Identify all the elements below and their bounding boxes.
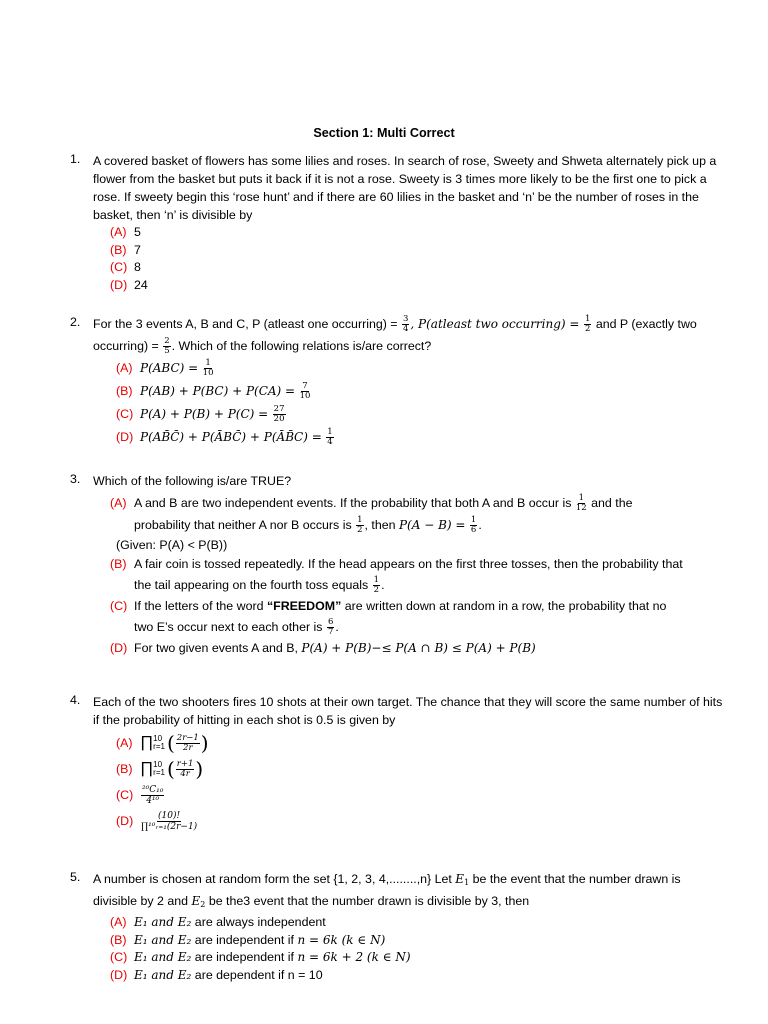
- fraction: $\frac{3}{4}$: [403, 314, 409, 335]
- text: occurring) =: [93, 339, 159, 353]
- question-text: [93, 870, 730, 914]
- text: .: [381, 578, 385, 592]
- event-symbol: $E_1$: [455, 872, 470, 887]
- question-number: 5.: [70, 870, 81, 884]
- question-5: [70, 870, 730, 984]
- option-d: [110, 638, 730, 659]
- option-label: (D): [110, 277, 128, 292]
- option-c: [116, 403, 730, 426]
- option-text: are independent if: [194, 950, 295, 964]
- option-label: (A): [116, 736, 133, 750]
- option-c: [110, 596, 730, 638]
- text: be the3 event that the number drawn is divisible by 3, then: [208, 894, 530, 908]
- option-b: [110, 932, 730, 950]
- fraction: $\frac{27}{20}$: [273, 404, 285, 425]
- text: For two given events A and B,: [134, 641, 298, 655]
- option-condition: n = 6k (k ∈ N): [297, 932, 386, 947]
- text: , then: [364, 518, 396, 532]
- binomial: ( $\frac{r+1}{4r}$ ): [166, 757, 204, 781]
- question-3: [70, 472, 730, 659]
- option-text: are dependent if n = 10: [194, 967, 323, 982]
- question-text: Which of the following is/are TRUE?: [93, 474, 292, 488]
- fraction: $\frac{7}{10}$: [299, 381, 311, 402]
- text: and the: [591, 496, 633, 510]
- option-b: [116, 756, 730, 782]
- highlight-word: “FREEDOM”: [266, 599, 342, 613]
- option-text: are independent if: [194, 932, 295, 947]
- option-label: (B): [110, 557, 127, 571]
- option-label: (D): [110, 641, 128, 655]
- option-d: [116, 808, 730, 834]
- text: A number is chosen at random form the set {1, 2, 3, 4,........,n} Let: [93, 872, 452, 886]
- question-number: 3.: [70, 472, 81, 486]
- fraction: $\frac{1}{2}$: [357, 515, 363, 536]
- binomial: ( $\frac{2r-1}{2r}$ ): [166, 731, 209, 755]
- option-label: (C): [110, 599, 128, 613]
- option-a: [110, 492, 730, 536]
- option-expression: P(AB) + P(BC) + P(CA) =: [140, 384, 296, 398]
- option-a: [116, 357, 730, 380]
- option-expression: E₁ and E₂: [134, 967, 192, 982]
- text: two E’s occur next to each other is: [134, 620, 323, 634]
- option-label: (A): [110, 915, 127, 929]
- option-expression: E₁ and E₂: [134, 950, 192, 964]
- option-label: (D): [116, 814, 134, 828]
- text: probability that neither A nor B occurs is: [134, 518, 352, 532]
- text: . Which of the following relations is/are correct?: [171, 339, 432, 353]
- option-expression: P(A) + P(B) + P(C) =: [140, 407, 269, 421]
- question-number: 1.: [70, 152, 81, 166]
- event-symbol: $E_2$: [191, 894, 206, 909]
- fraction: $\frac{1}{2}$: [373, 575, 380, 596]
- question-text: Each of the two shooters fires 10 shots at their own target. The chance that they will score the same number of hits if the probability of hitting in each shot is 0.5 is given by: [93, 695, 723, 727]
- option-label: (A): [110, 496, 127, 510]
- option-expression: P(ABC) =: [140, 361, 199, 375]
- option-a: [116, 730, 730, 756]
- expression: P(A) + P(B)−≤ P(A ∩ B) ≤ P(A) + P(B): [301, 641, 536, 655]
- text: divisible by 2 and: [93, 894, 189, 908]
- fraction: $\frac{(10)!}{\text{∏¹⁰ᵣ₌₁(2r−1)}}$: [141, 810, 198, 832]
- option-c: [110, 949, 730, 967]
- text: A fair coin is tossed repeatedly. If the head appears on the first three tosses, then the probability that: [134, 557, 683, 571]
- fraction: $\frac{1}{6}$: [470, 515, 477, 536]
- option-d: [116, 426, 730, 449]
- text: and P (exactly two: [595, 317, 697, 331]
- option-label: (C): [116, 788, 134, 802]
- text: be the event that the number drawn is: [472, 872, 681, 886]
- option-text: are always independent: [194, 915, 326, 929]
- option-expression: P(AB̄C̄) + P(ĀBC̄) + P(ĀB̄C) =: [140, 430, 322, 444]
- option-c: [116, 782, 730, 808]
- section-title: Section 1: Multi Correct: [313, 126, 455, 140]
- question-text: [93, 313, 730, 357]
- option-text: 8: [134, 260, 141, 274]
- option-a: [110, 224, 730, 242]
- option-label: (A): [110, 225, 127, 239]
- fraction: $\frac{2}{5}$: [164, 336, 170, 357]
- fraction: $\frac{1}{4}$: [327, 427, 333, 448]
- question-2: [70, 313, 730, 449]
- option-label: (D): [110, 967, 128, 982]
- fraction: $\frac{1}{10}$: [202, 358, 214, 379]
- fraction: $\frac{1}{2}$: [584, 314, 591, 335]
- option-c: [110, 259, 730, 277]
- option-a: [110, 914, 730, 932]
- option-text: 5: [134, 225, 141, 239]
- text: , P(atleast two occurring) =: [410, 317, 580, 331]
- question-number: 2.: [70, 315, 81, 329]
- text: A and B are two independent events. If the probability that both A and B occur is: [134, 496, 572, 510]
- question-number: 4.: [70, 693, 81, 707]
- option-b: [110, 554, 730, 596]
- option-label: (D): [116, 430, 134, 444]
- option-label: (C): [110, 260, 128, 274]
- question-text: A covered basket of flowers has some lilies and roses. In search of rose, Sweety and Shweta alternately pick up a flower from the basket but puts it back if it is not a rose. Sweety is 3 times more likely to be the first one to pick a rose. If sweety begin this ‘rose hunt’ and if there are 60 lilies in the basket and ‘n’ be the number of roses in the basket, then ‘n’ is divisible by: [93, 154, 717, 222]
- option-condition: n = 6k + 2 (k ∈ N): [297, 950, 411, 964]
- text: are written down at random in a row, the probability that no: [344, 599, 667, 613]
- text: .: [335, 620, 339, 634]
- option-label: (B): [116, 384, 133, 398]
- question-4: [70, 693, 730, 834]
- product-limits: 10 r=1: [153, 734, 165, 751]
- text: If the letters of the word: [134, 599, 264, 613]
- option-expression: E₁ and E₂: [134, 932, 192, 947]
- product-limits: 10 r=1: [153, 760, 165, 777]
- fraction: $\frac{6}{7}$: [327, 617, 334, 638]
- fraction: $\frac{\text{²⁰C₁₀}}{\text{4¹⁰}}$: [142, 784, 164, 806]
- option-text: 24: [134, 277, 148, 292]
- text: the tail appearing on the fourth toss equals: [134, 578, 369, 592]
- fraction: $\frac{1}{12}$: [575, 493, 587, 514]
- option-label: (A): [116, 361, 133, 375]
- option-d: [110, 967, 730, 985]
- option-d: [110, 277, 730, 295]
- option-expression: E₁ and E₂: [134, 915, 192, 929]
- option-label: (B): [110, 242, 127, 257]
- product-symbol: ∏: [140, 734, 154, 751]
- option-label: (B): [110, 932, 127, 947]
- given-note: (Given: P(A) < P(B)): [116, 538, 228, 552]
- text: For the 3 events A, B and C, P (atleast one occurring) =: [93, 317, 398, 331]
- option-b: [116, 380, 730, 403]
- text: .: [478, 518, 482, 532]
- question-1: [70, 152, 730, 294]
- option-label: (C): [110, 950, 128, 964]
- option-text: 7: [134, 242, 141, 257]
- option-label: (B): [116, 762, 133, 776]
- product-symbol: ∏: [140, 760, 154, 777]
- option-b: [110, 242, 730, 260]
- expression: P(A − B) =: [398, 518, 466, 532]
- option-label: (C): [116, 407, 134, 421]
